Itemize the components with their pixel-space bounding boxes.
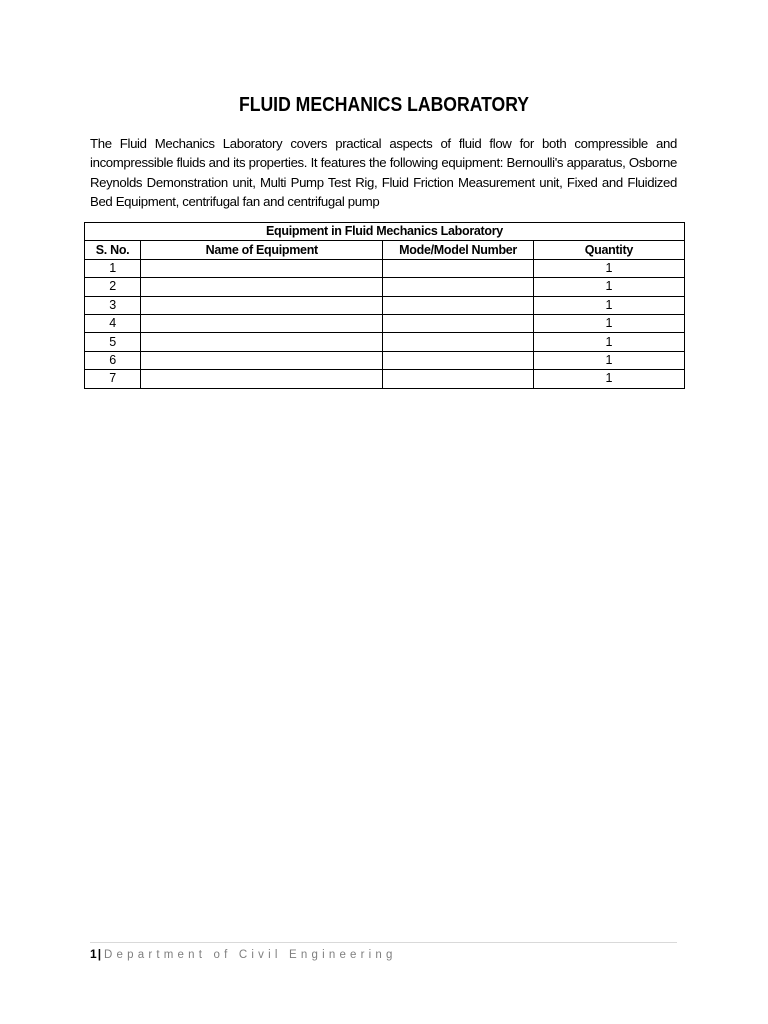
table-header-row [85, 241, 685, 259]
footer-divider [90, 942, 677, 943]
cell-sno: 4 [85, 314, 141, 332]
cell-sno: 5 [85, 333, 141, 351]
cell-equipment-name [141, 259, 383, 277]
cell-equipment-name [141, 370, 383, 388]
cell-sno: 3 [85, 296, 141, 314]
header-quantity: Quantity [533, 241, 684, 259]
cell-model-number [383, 314, 533, 332]
cell-equipment-name [141, 296, 383, 314]
cell-model-number [383, 278, 533, 296]
cell-model-number [383, 333, 533, 351]
table-row [85, 351, 685, 369]
cell-sno: 1 [85, 259, 141, 277]
cell-equipment-name [141, 278, 383, 296]
cell-model-number [383, 259, 533, 277]
cell-model-number [383, 370, 533, 388]
equipment-table [84, 222, 685, 389]
cell-equipment-name [141, 314, 383, 332]
cell-equipment-name [141, 333, 383, 351]
table-row [85, 333, 685, 351]
table-row [85, 259, 685, 277]
cell-sno: 2 [85, 278, 141, 296]
cell-quantity: 1 [533, 333, 684, 351]
cell-quantity: 1 [533, 314, 684, 332]
cell-quantity: 1 [533, 351, 684, 369]
table-row [85, 370, 685, 388]
cell-equipment-name [141, 351, 383, 369]
intro-paragraph: The Fluid Mechanics Laboratory covers practical aspects of fluid flow for both compressible and incompressible fluids and its properties. It features the following equipment: Bernoulli's apparatus, Osborne Reynolds Demonstration unit, Multi Pump Test Rig, Fluid Friction Measurement unit, Fixed and Fluidized Bed Equipment, centrifugal fan and centrifugal pump [90, 136, 677, 209]
cell-sno: 6 [85, 351, 141, 369]
cell-sno: 7 [85, 370, 141, 388]
cell-model-number [383, 296, 533, 314]
footer-department: Department of Civil Engineering [104, 949, 397, 961]
cell-quantity: 1 [533, 278, 684, 296]
cell-quantity: 1 [533, 259, 684, 277]
table-row [85, 296, 685, 314]
page-footer [90, 946, 397, 963]
page-title: FLUID MECHANICS LABORATORY [238, 94, 530, 116]
cell-model-number [383, 351, 533, 369]
table-row [85, 314, 685, 332]
header-sno: S. No. [85, 241, 141, 259]
table-caption-row [85, 223, 685, 241]
header-equipment-name: Name of Equipment [141, 241, 383, 259]
table-caption: Equipment in Fluid Mechanics Laboratory [85, 223, 685, 241]
header-model-number: Mode/Model Number [383, 241, 533, 259]
cell-quantity: 1 [533, 370, 684, 388]
cell-quantity: 1 [533, 296, 684, 314]
page-number: 1 [90, 947, 97, 961]
table-row [85, 278, 685, 296]
footer-separator: | [97, 947, 102, 961]
